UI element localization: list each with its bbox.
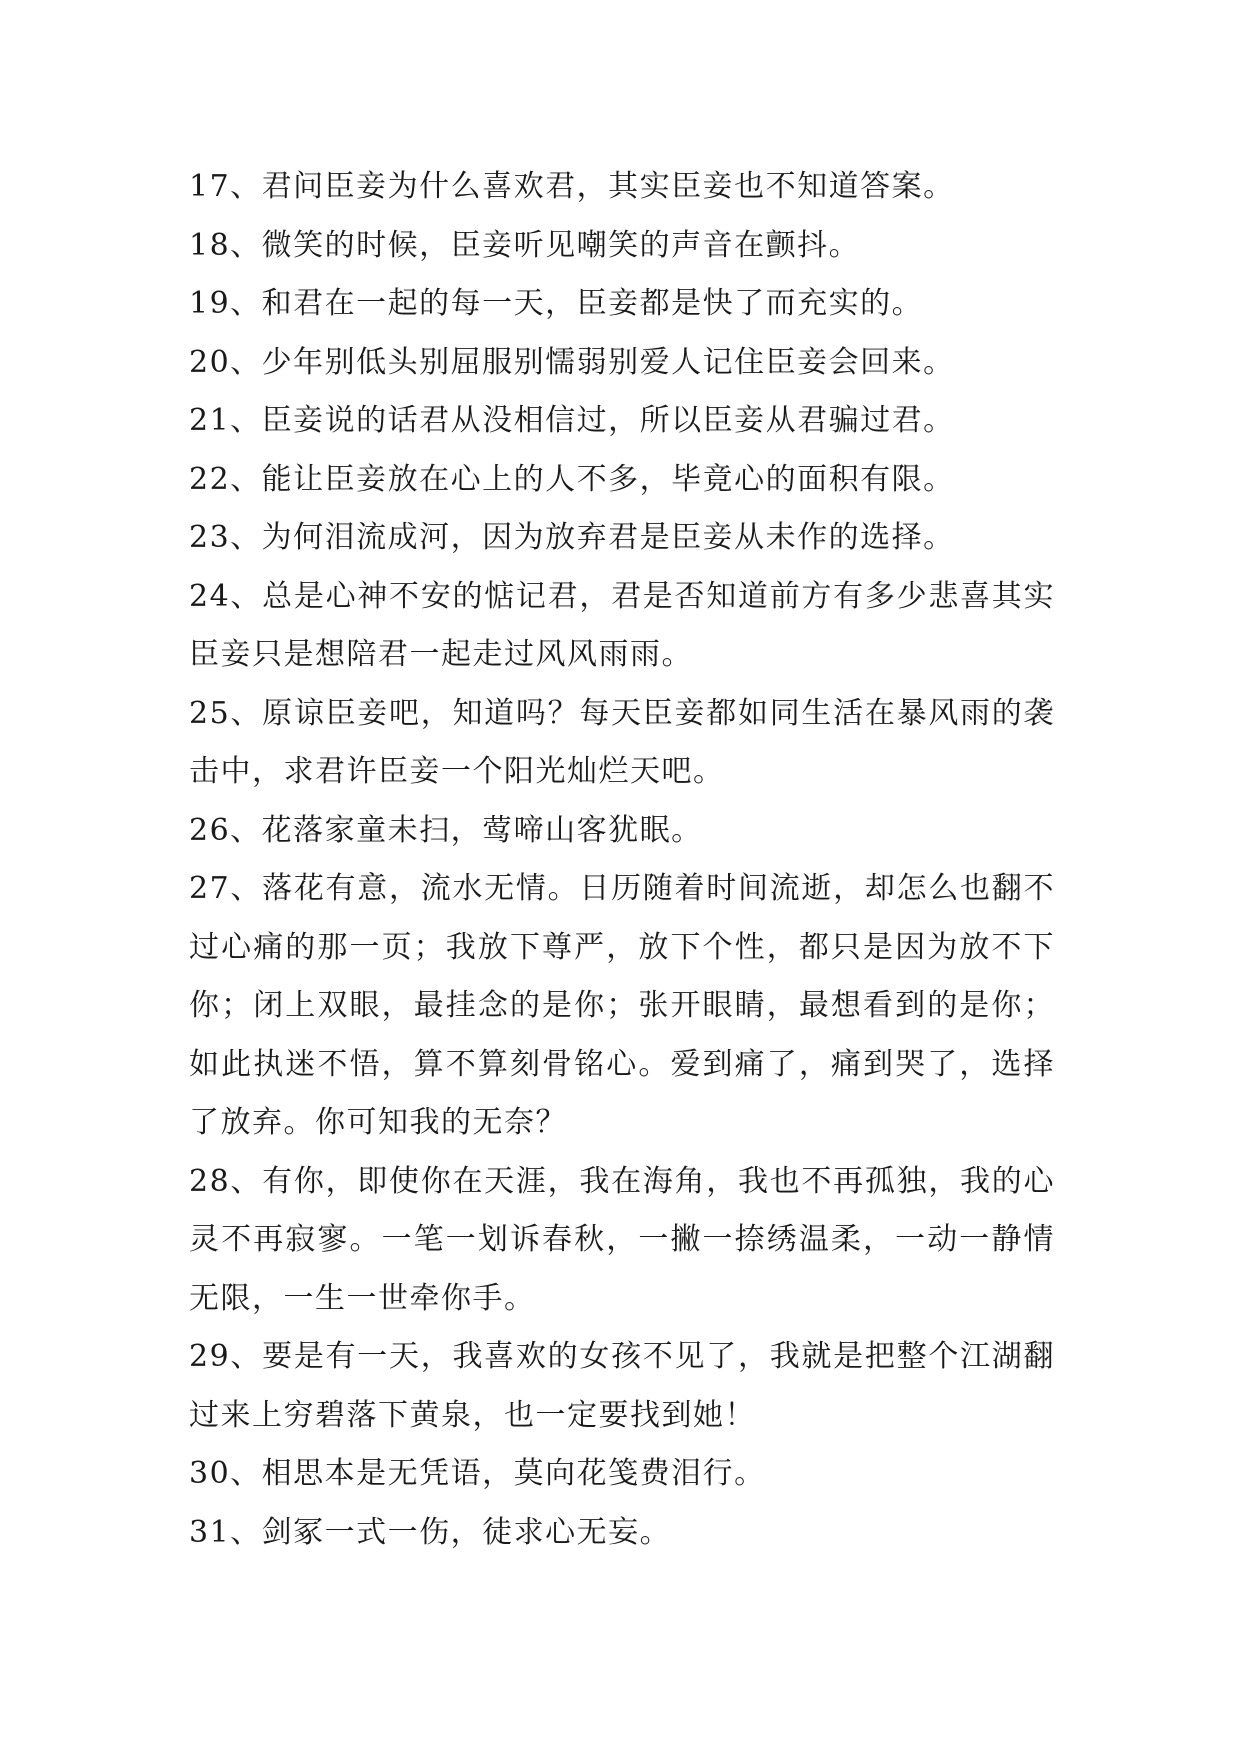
list-item: 18、微笑的时候，臣妾听见嘲笑的声音在颤抖。	[189, 227, 861, 263]
list-item: 27、落花有意，流水无情。日历随着时间流逝，却怎么也翻不过心痛的那一页；我放下尊严，放下个性，都只是因为放不下你；闭上双眼，最挂念的是你；张开眼睛，最想看到的是你；如此执迷不悟，算不算刻骨铭心。爱到痛了，痛到哭了，选择了放弃。你可知我的无奈？	[189, 871, 1055, 1140]
list-item: 17、君问臣妾为什么喜欢君，其实臣妾也不知道答案。	[189, 169, 955, 204]
list-item: 26、花落家童未扫，莺啼山客犹眠。	[189, 812, 703, 848]
list-item: 31、剑冢一式一伤，徒求心无妄。	[189, 1514, 672, 1550]
list-item: 30、相思本是无凭语，莫向花笺费泪行。	[189, 1456, 766, 1491]
list-item: 24、总是心神不安的惦记君，君是否知道前方有多少悲喜其实臣妾只是想陪君一起走过风风雨雨。	[189, 578, 1055, 672]
document-body	[189, 158, 1055, 1562]
list-item: 22、能让臣妾放在心上的人不多，毕竟心的面积有限。	[189, 461, 955, 497]
list-item: 28、有你，即使你在天涯，我在海角，我也不再孤独，我的心灵不再寂寥。一笔一划诉春秋，一撇一捺绣温柔，一动一静情无限，一生一世牵你手。	[189, 1163, 1055, 1316]
list-item: 29、要是有一天，我喜欢的女孩不见了，我就是把整个江湖翻过来上穷碧落下黄泉，也一定要找到她！	[189, 1339, 1055, 1433]
list-item: 20、少年别低头别屈服别懦弱别爱人记住臣妾会回来。	[189, 344, 955, 380]
list-item: 21、臣妾说的话君从没相信过，所以臣妾从君骗过君。	[189, 403, 955, 438]
list-item: 19、和君在一起的每一天，臣妾都是快了而充实的。	[189, 286, 924, 321]
list-item: 23、为何泪流成河，因为放弃君是臣妾从未作的选择。	[189, 520, 955, 555]
list-item: 25、原谅臣妾吧，知道吗？每天臣妾都如同生活在暴风雨的袭击中，求君许臣妾一个阳光灿烂天吧。	[189, 695, 1055, 789]
